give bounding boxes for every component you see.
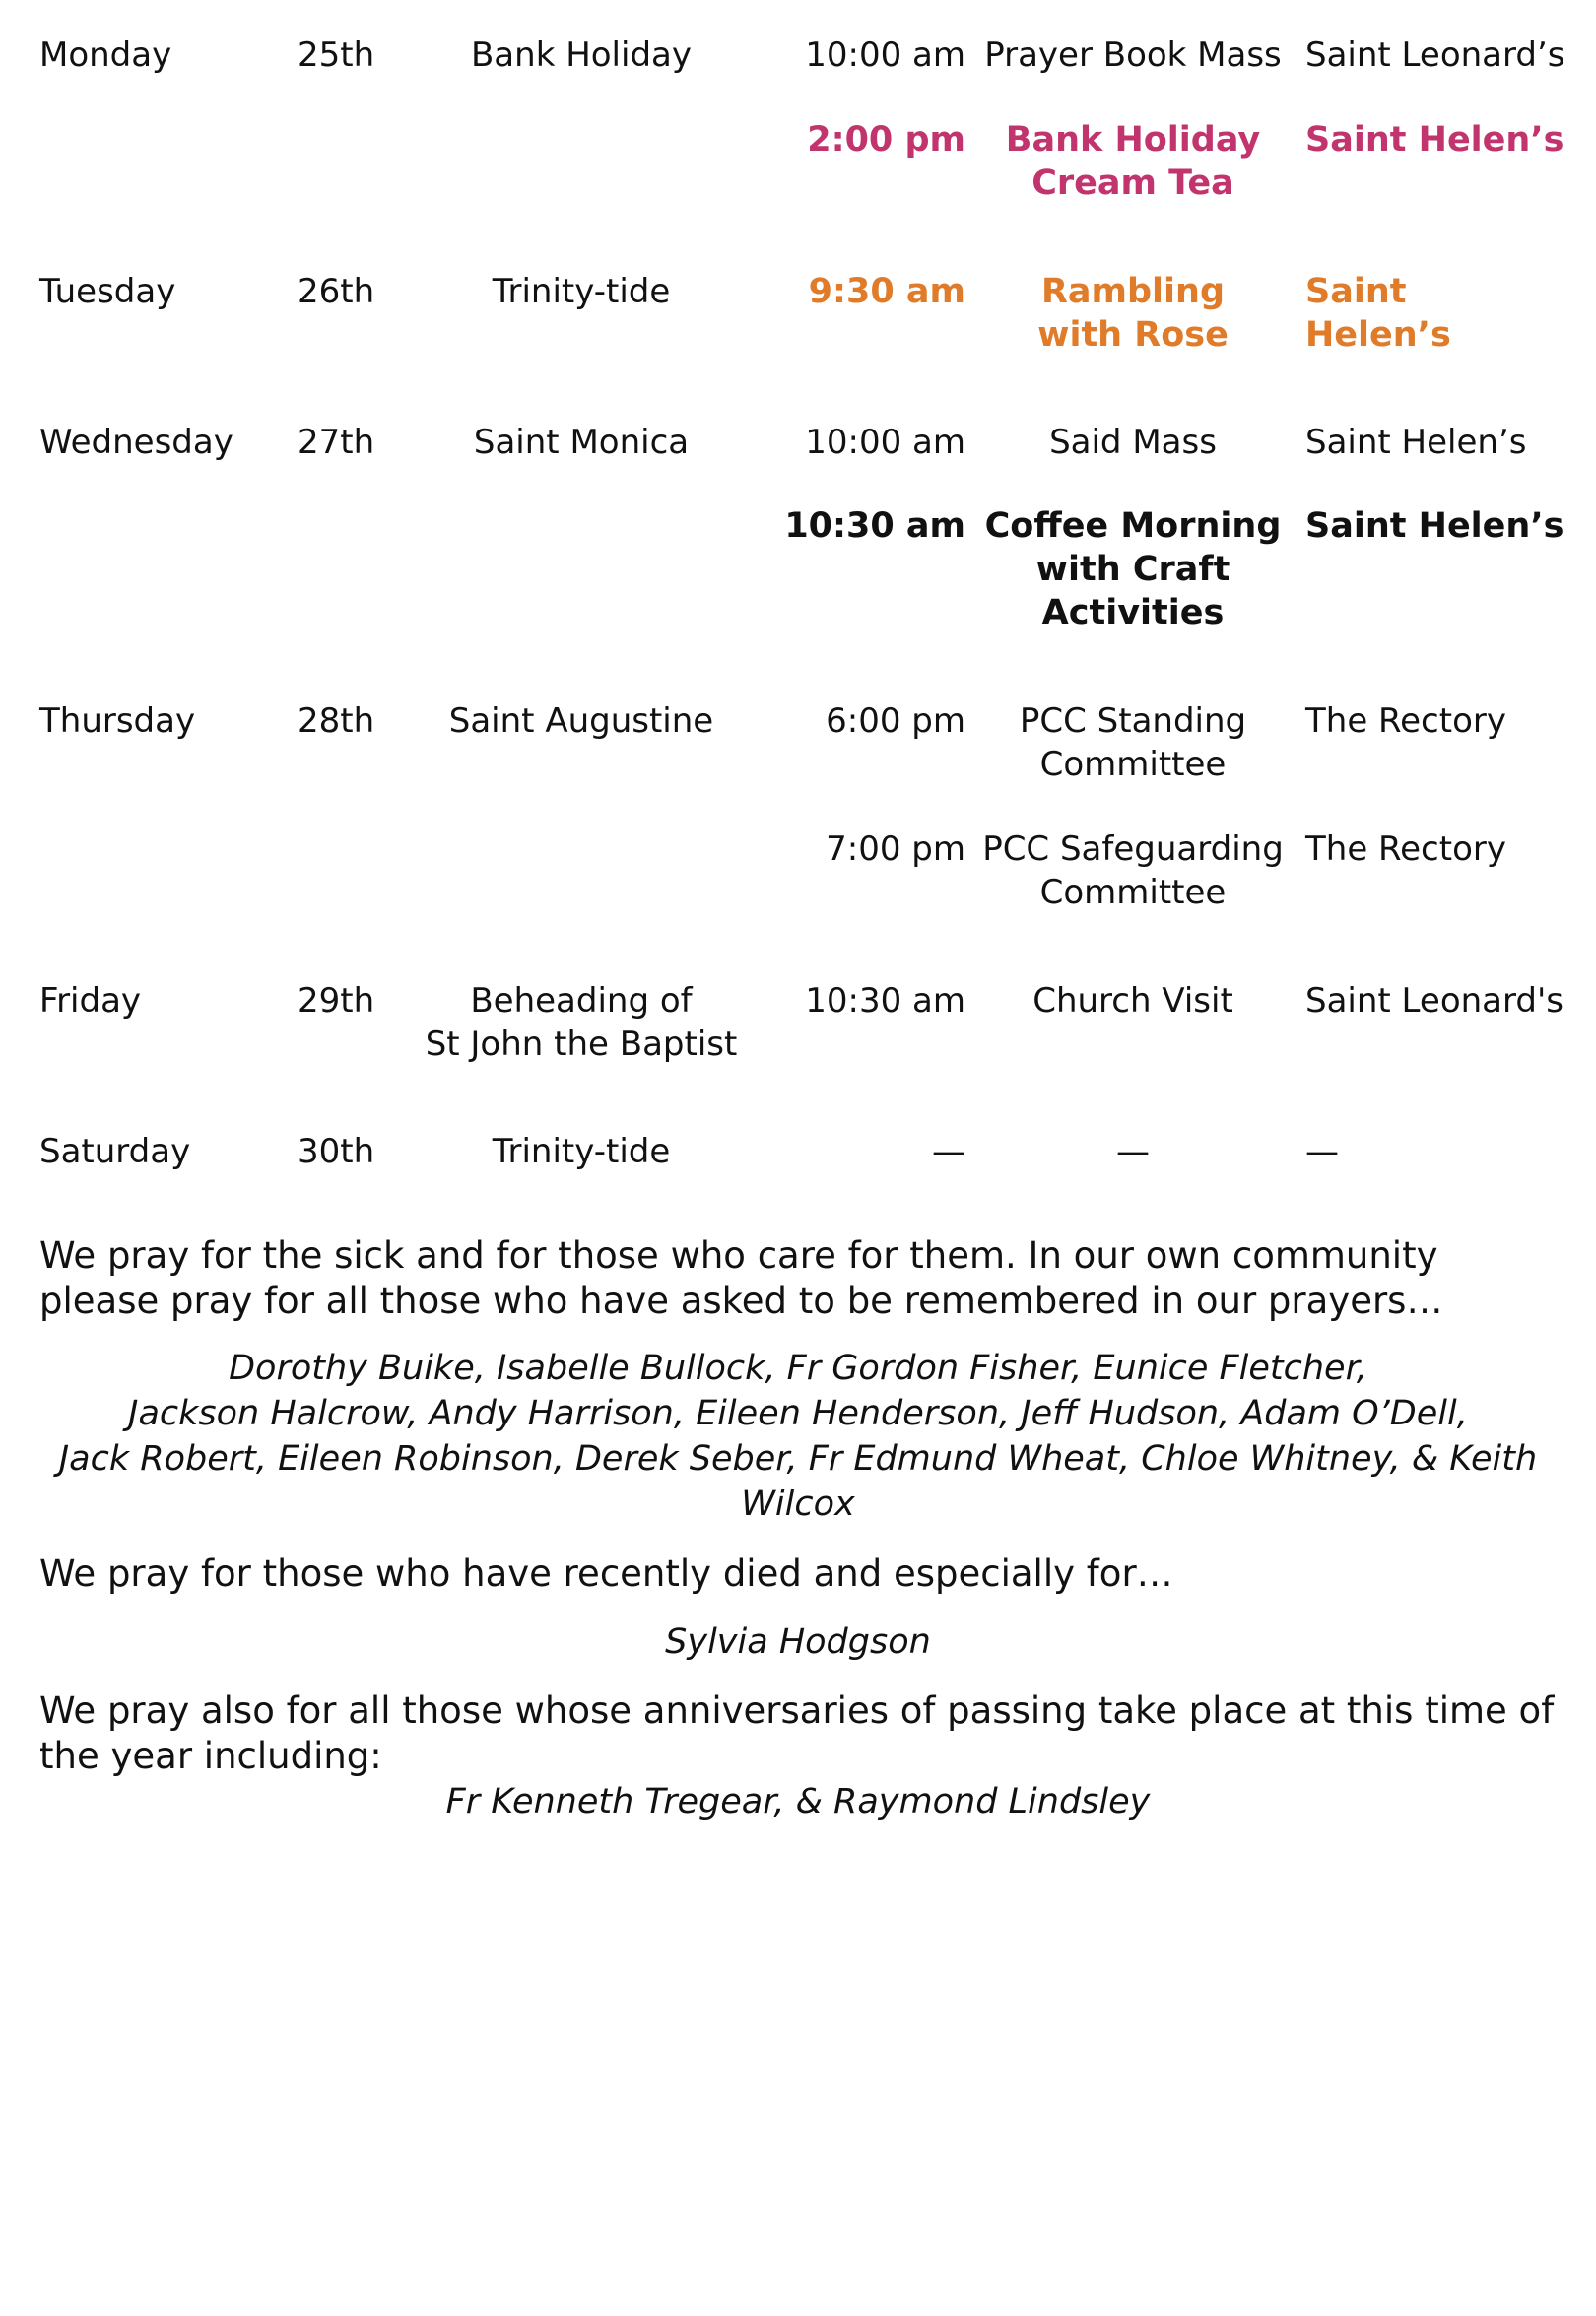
time: 9:30 am: [808, 272, 965, 311]
time: 6:00 pm: [826, 701, 965, 741]
died-names: Sylvia Hodgson: [665, 1622, 931, 1662]
event: PCC Safeguarding Committee: [982, 829, 1284, 912]
event: Prayer Book Mass: [984, 35, 1282, 75]
died-intro: We pray for those who have recently died and especially for…: [39, 1553, 1173, 1595]
date: 26th: [298, 272, 375, 311]
time: —: [932, 1132, 965, 1171]
place: Saint Leonard’s: [1305, 35, 1565, 75]
day: Tuesday: [39, 272, 176, 311]
time: 7:00 pm: [826, 829, 965, 869]
time: 10:00 am: [805, 35, 965, 75]
occasion: Saint Augustine: [448, 701, 714, 741]
occasion: Saint Monica: [473, 423, 690, 462]
event: Bank Holiday Cream Tea: [1005, 120, 1261, 203]
occasion: Bank Holiday: [470, 35, 692, 75]
event: Said Mass: [1049, 423, 1217, 462]
place: The Rectory: [1305, 701, 1506, 741]
day: Wednesday: [39, 423, 233, 462]
time: 10:30 am: [784, 506, 965, 546]
occasion: Trinity-tide: [492, 1132, 671, 1171]
sick-names-line: Dorothy Buike, Isabelle Bullock, Fr Gordon Fisher, Eunice Fletcher,: [229, 1349, 1367, 1388]
event: Coffee Morning with Craft Activities: [984, 506, 1282, 632]
day: Monday: [39, 35, 172, 75]
place: Saint Helen’s: [1305, 120, 1564, 160]
place: Saint Leonard's: [1305, 981, 1564, 1021]
occasion: Trinity-tide: [492, 272, 671, 311]
anniversary-intro: We pray also for all those whose anniversaries of passing take place at this time of the year including:: [39, 1689, 1555, 1777]
place: Saint Helen’s: [1305, 272, 1451, 355]
time: 10:00 am: [805, 423, 965, 462]
day: Friday: [39, 981, 142, 1021]
event: Rambling with Rose: [1037, 272, 1229, 355]
time: 2:00 pm: [807, 120, 965, 160]
time: 10:30 am: [805, 981, 965, 1021]
date: 30th: [298, 1132, 375, 1171]
place: Saint Helen’s: [1305, 423, 1527, 462]
event: —: [1116, 1132, 1150, 1171]
occasion: Beheading of St John the Baptist: [425, 981, 738, 1064]
event: PCC Standing Committee: [1019, 701, 1247, 784]
sick-intro: We pray for the sick and for those who care for them. In our own community please pray for all those who have asked to be remembered in our prayers…: [39, 1234, 1443, 1322]
event: Church Visit: [1032, 981, 1233, 1021]
day: Thursday: [39, 701, 196, 741]
anniversary-names: Fr Kenneth Tregear, & Raymond Lindsley: [445, 1782, 1151, 1821]
place: —: [1305, 1132, 1339, 1171]
date: 29th: [298, 981, 375, 1021]
place: The Rectory: [1305, 829, 1506, 869]
place: Saint Helen’s: [1305, 506, 1564, 546]
day: Saturday: [39, 1132, 191, 1171]
sick-names-line: Jack Robert, Eileen Robinson, Derek Seber, Fr Edmund Wheat, Chloe Whitney, & Keith Wilcox: [58, 1439, 1538, 1524]
date: 28th: [298, 701, 375, 741]
date: 27th: [298, 423, 375, 462]
date: 25th: [298, 35, 375, 75]
sick-names-line: Jackson Halcrow, Andy Harrison, Eileen Henderson, Jeff Hudson, Adam O’Dell,: [128, 1394, 1468, 1433]
